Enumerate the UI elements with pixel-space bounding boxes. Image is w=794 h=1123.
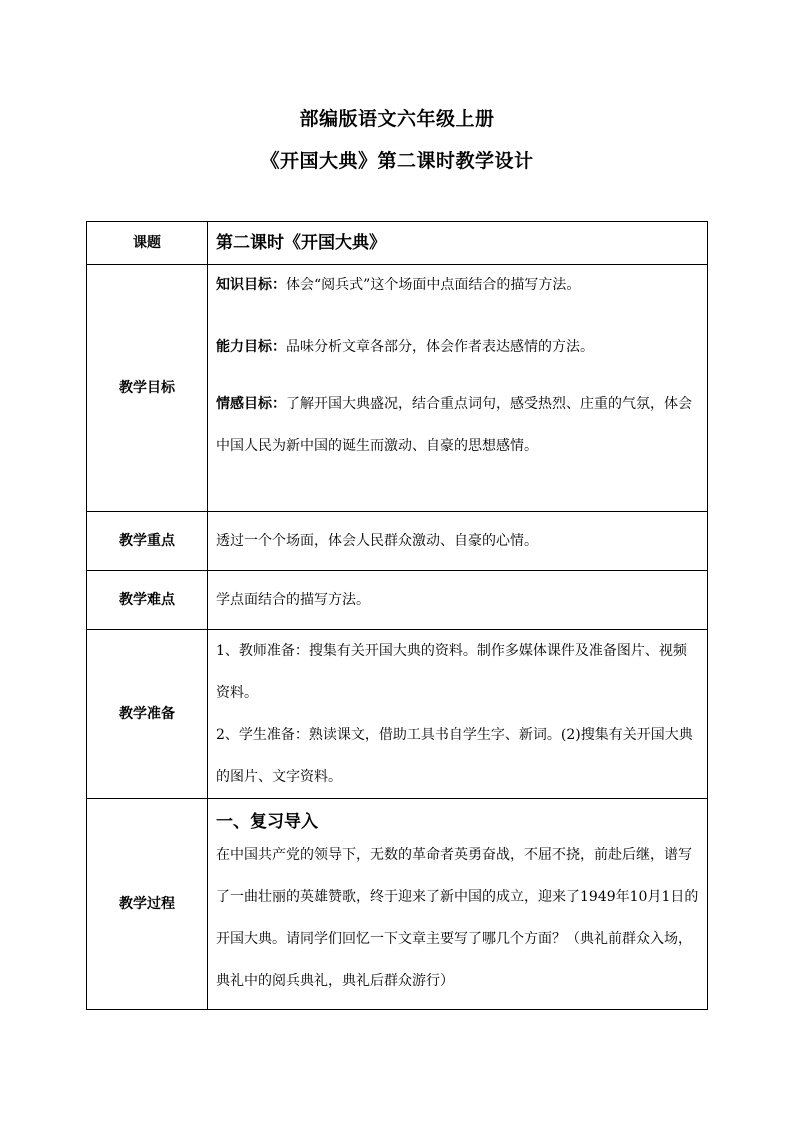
knowledge-objective — [216, 271, 699, 299]
student-preparation: 2、学生准备：熟读课文，借助工具书自学生字、新词。(2)搜集有关开国大典的图片、文字资料。 — [216, 727, 693, 785]
knowledge-objective-label: 知识目标： — [216, 277, 286, 293]
objectives-label: 教学目标 — [87, 265, 208, 512]
ability-objective-label: 能力目标： — [216, 339, 286, 355]
document-title: 部编版语文六年级上册 — [299, 108, 495, 130]
objectives-cell — [208, 265, 708, 512]
topic-value: 第二课时《开国大典》 — [216, 232, 386, 253]
table-row — [87, 799, 708, 1010]
table-row — [87, 222, 708, 265]
key-points-label: 教学重点 — [87, 512, 208, 571]
table-row — [87, 571, 708, 630]
ability-objective — [216, 333, 699, 361]
difficulties-label: 教学难点 — [87, 571, 208, 630]
table-row — [87, 265, 708, 512]
table-row — [87, 630, 708, 799]
knowledge-objective-text: 体会“阅兵式”这个场面中点面结合的描写方法。 — [286, 277, 581, 293]
process-text: 在中国共产党的领导下，无数的革命者英勇奋战，不屈不挠，前赴后继，谱写了一曲壮丽的英雄赞歌，终于迎来了新中国的成立，迎来了1949年10月1日的开国大典。请同学们回忆一下文章主要写了哪几个方面？（典礼前群众入场，典礼中的阅兵典礼，典礼后群众游行） — [216, 847, 699, 989]
ability-objective-text: 品味分析文章各部分，体会作者表达感情的方法。 — [286, 339, 594, 355]
emotion-objective — [216, 383, 699, 467]
teacher-preparation: 1、教师准备：搜集有关开国大典的资料。制作多媒体课件及准备图片、视频资料。 — [216, 643, 687, 701]
lesson-plan-table — [86, 221, 708, 1010]
difficulties-value: 学点面结合的描写方法。 — [208, 571, 708, 630]
objectives-content — [216, 265, 699, 511]
process-heading: 一、复习导入 — [216, 812, 318, 832]
document-subtitle: 《开国大典》第二课时教学设计 — [260, 150, 534, 172]
process-cell — [208, 799, 708, 1010]
topic-label: 课题 — [87, 222, 208, 265]
table-row — [87, 512, 708, 571]
preparation-cell — [208, 630, 708, 799]
process-label: 教学过程 — [87, 799, 208, 1010]
topic-cell — [208, 222, 708, 265]
emotion-objective-text: 了解开国大典盛况，结合重点词句，感受热烈、庄重的气氛，体会中国人民为新中国的诞生而激动、自豪的思想感情。 — [216, 396, 692, 454]
emotion-objective-label: 情感目标： — [216, 396, 286, 412]
process-content — [216, 802, 699, 1006]
preparation-label: 教学准备 — [87, 630, 208, 799]
key-points-value: 透过一个个场面，体会人民群众激动、自豪的心情。 — [208, 512, 708, 571]
